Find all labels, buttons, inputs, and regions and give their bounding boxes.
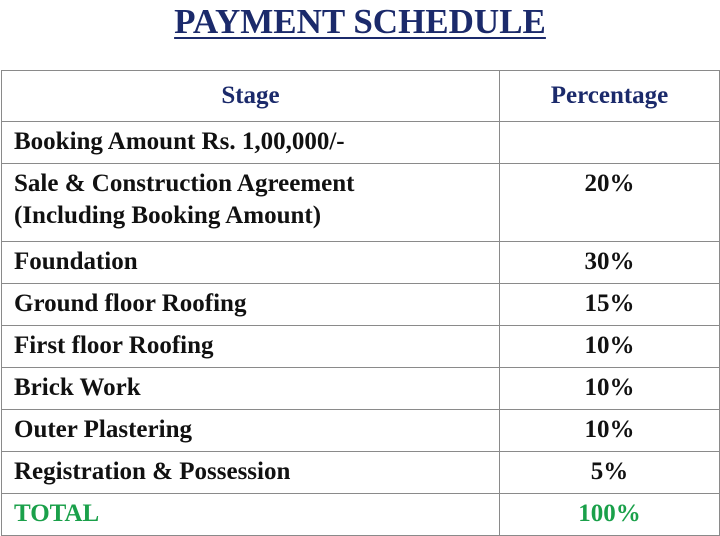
percentage-cell: 5% — [500, 452, 720, 494]
table-row — [2, 326, 720, 368]
table-row — [2, 164, 720, 242]
table-header-row — [2, 71, 720, 122]
table-row — [2, 284, 720, 326]
stage-column-header: Stage — [2, 71, 500, 122]
table-row — [2, 242, 720, 284]
stage-cell: Booking Amount Rs. 1,00,000/- — [2, 122, 500, 164]
stage-cell: Outer Plastering — [2, 410, 500, 452]
total-row — [2, 494, 720, 536]
table-row — [2, 122, 720, 164]
percentage-cell: 30% — [500, 242, 720, 284]
table-row — [2, 452, 720, 494]
total-label: TOTAL — [2, 494, 500, 536]
table-row — [2, 368, 720, 410]
stage-cell: Registration & Possession — [2, 452, 500, 494]
percentage-column-header: Percentage — [500, 71, 720, 122]
percentage-cell: 10% — [500, 326, 720, 368]
stage-cell-line: (Including Booking Amount) — [14, 202, 322, 229]
percentage-cell: 20% — [500, 164, 720, 242]
stage-cell: First floor Roofing — [2, 326, 500, 368]
stage-cell-line: Sale & Construction Agreement — [14, 170, 355, 197]
percentage-cell: 10% — [500, 368, 720, 410]
total-percentage: 100% — [500, 494, 720, 536]
stage-cell: Foundation — [2, 242, 500, 284]
percentage-cell: 15% — [500, 284, 720, 326]
payment-schedule-table — [1, 70, 720, 536]
page-title — [0, 0, 720, 44]
page-title-text: PAYMENT SCHEDULE — [174, 2, 546, 41]
percentage-cell — [500, 122, 720, 164]
stage-cell: Ground floor Roofing — [2, 284, 500, 326]
percentage-cell: 10% — [500, 410, 720, 452]
stage-cell — [2, 164, 500, 242]
table-row — [2, 410, 720, 452]
stage-cell: Brick Work — [2, 368, 500, 410]
